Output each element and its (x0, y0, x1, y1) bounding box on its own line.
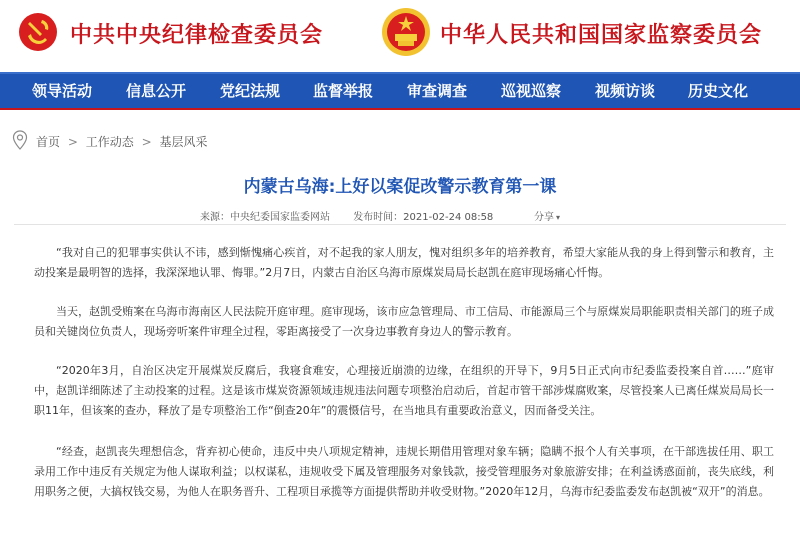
site-header (0, 0, 800, 72)
breadcrumb-separator: > (141, 135, 152, 149)
breadcrumb-separator: > (67, 135, 78, 149)
nav-underline (0, 108, 800, 110)
national-emblem-icon (380, 6, 432, 58)
nav-item-regulations[interactable]: 党纪法规 (220, 82, 281, 100)
nav-item-inspection[interactable]: 巡视巡察 (501, 82, 562, 100)
party-emblem-icon (18, 12, 58, 52)
chevron-down-icon: ▾ (556, 213, 561, 222)
article-source: 来源：中央纪委国家监委网站 (200, 212, 330, 223)
main-nav (0, 72, 800, 108)
nav-item-info-disclosure[interactable]: 信息公开 (126, 82, 187, 100)
breadcrumb-work-news[interactable]: 工作动态 (85, 135, 134, 149)
article-paragraph: 当天，赵凯受贿案在乌海市海南区人民法院开庭审理。庭审现场，该市应急管理局、市工信局、市能源局三个与原煤炭局职能职责相关部门的班子成员和关键岗位负责人，现场旁听案件审理全过程，零距离接受了一次身边事教育身边人的警示教育。 (34, 305, 774, 338)
share-button[interactable] (534, 208, 560, 223)
article-meta (200, 208, 513, 223)
article-paragraph: “2020年3月，自治区决定开展煤炭反腐后，我寝食难安，心理接近崩溃的边缘，在组织的开导下，9月5日正式向市纪委监委投案自首……”庭审中，赵凯详细陈述了主动投案的过程。这是该市煤炭资源领域违规违法问题专项整治启动后，首起市管干部涉煤腐败案，尽管投案人已离任煤炭局局长一职11年，但该案的查办，释放了是专项整治工作“倒查20年”的震慑信号，在当地具有重要政治意义，因而备受关注。 (34, 364, 774, 417)
breadcrumb-grassroots[interactable]: 基层风采 (159, 135, 208, 149)
share-label: 分享 (534, 212, 554, 223)
meta-divider (14, 224, 786, 225)
breadcrumb-home[interactable]: 首页 (36, 135, 61, 149)
article-paragraph: “经查，赵凯丧失理想信念，背弃初心使命，违反中央八项规定精神，违规长期借用管理对象车辆；隐瞒不报个人有关事项，在干部选拔任用、职工录用工作中违反有关规定为他人谋取利益；以权谋私，违规收受下属及管理服务对象钱款，接受管理服务对象旅游安排；在利益诱惑面前，丧失底线，利用职务之便，大搞权钱交易，为他人在职务晋升、工程项目承揽等方面提供帮助并收受财物。”2020年12月，乌海市纪委监委发布赵凯被“双开”的消息。 (34, 445, 774, 498)
nav-item-report[interactable]: 监督举报 (313, 82, 374, 100)
article-paragraph: “我对自己的犯罪事实供认不讳，感到惭愧痛心疾首，对不起我的家人朋友，愧对组织多年的培养教育，希望大家能从我的身上得到警示和教育，主动投案是最明智的选择，我深深地认罪、悔罪。”2月7日，内蒙古自治区乌海市原煤炭局局长赵凯在庭审现场痛心忏悔。 (34, 246, 774, 279)
nav-item-leadership[interactable]: 领导活动 (32, 82, 93, 100)
nav-item-history[interactable]: 历史文化 (688, 82, 749, 100)
nav-item-video[interactable]: 视频访谈 (595, 82, 656, 100)
article-date: 发布时间：2021-02-24 08:58 (353, 212, 494, 223)
location-pin-icon (12, 130, 28, 150)
nav-item-investigation[interactable]: 审查调查 (407, 82, 468, 100)
nsc-title[interactable]: 中华人民共和国国家监察委员会 (440, 22, 763, 48)
cpc-ccdi-title[interactable]: 中共中央纪律检查委员会 (70, 22, 324, 48)
article-title: 内蒙古乌海:上好以案促改警示教育第一课 (243, 177, 557, 197)
